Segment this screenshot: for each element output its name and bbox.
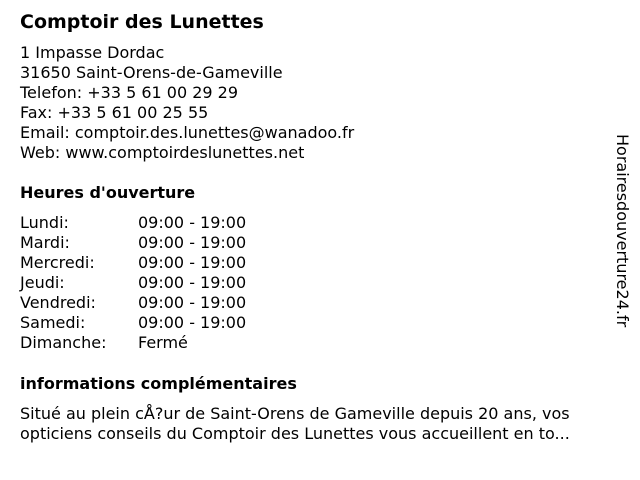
day-label: Mardi: (20, 233, 70, 252)
hours-heading: Heures d'ouverture (20, 183, 196, 202)
info-line: opticiens conseils du Comptoir des Lunettes vous accueillent en to... (20, 424, 570, 443)
hours-row-sunday (20, 333, 320, 353)
time-value: 09:00 - 19:00 (138, 213, 247, 232)
day-label: Vendredi: (20, 293, 96, 312)
info-description (20, 404, 620, 444)
day-label: Samedi: (20, 313, 86, 332)
hours-row-thursday (20, 273, 320, 293)
time-value: 09:00 - 19:00 (138, 253, 247, 272)
day-label: Dimanche: (20, 333, 107, 352)
hours-row-tuesday (20, 233, 320, 253)
time-value: 09:00 - 19:00 (138, 273, 247, 292)
email-line: Email: comptoir.des.lunettes@wanadoo.fr (20, 123, 355, 142)
address-city: 31650 Saint-Orens-de-Gameville (20, 63, 283, 82)
hours-table (20, 213, 320, 353)
day-label: Lundi: (20, 213, 69, 232)
web-line: Web: www.comptoirdeslunettes.net (20, 143, 305, 162)
contact-block (20, 43, 354, 163)
hours-row-friday (20, 293, 320, 313)
info-line: Situé au plein cÅ?ur de Saint-Orens de Gameville depuis 20 ans, vos (20, 404, 570, 423)
day-label: Jeudi: (20, 273, 65, 292)
address-street: 1 Impasse Dordac (20, 43, 165, 62)
hours-row-monday (20, 213, 320, 233)
site-watermark-container (610, 134, 634, 374)
info-heading: informations complémentaires (20, 374, 297, 393)
business-name: Comptoir des Lunettes (20, 11, 264, 33)
day-label: Mercredi: (20, 253, 95, 272)
time-value: 09:00 - 19:00 (138, 293, 247, 312)
phone-line: Telefon: +33 5 61 00 29 29 (20, 83, 239, 102)
hours-row-saturday (20, 313, 320, 333)
site-watermark: Horairesdouverture24.fr (613, 134, 632, 328)
time-value: Fermé (138, 333, 188, 352)
fax-line: Fax: +33 5 61 00 25 55 (20, 103, 209, 122)
hours-row-wednesday (20, 253, 320, 273)
time-value: 09:00 - 19:00 (138, 313, 247, 332)
time-value: 09:00 - 19:00 (138, 233, 247, 252)
